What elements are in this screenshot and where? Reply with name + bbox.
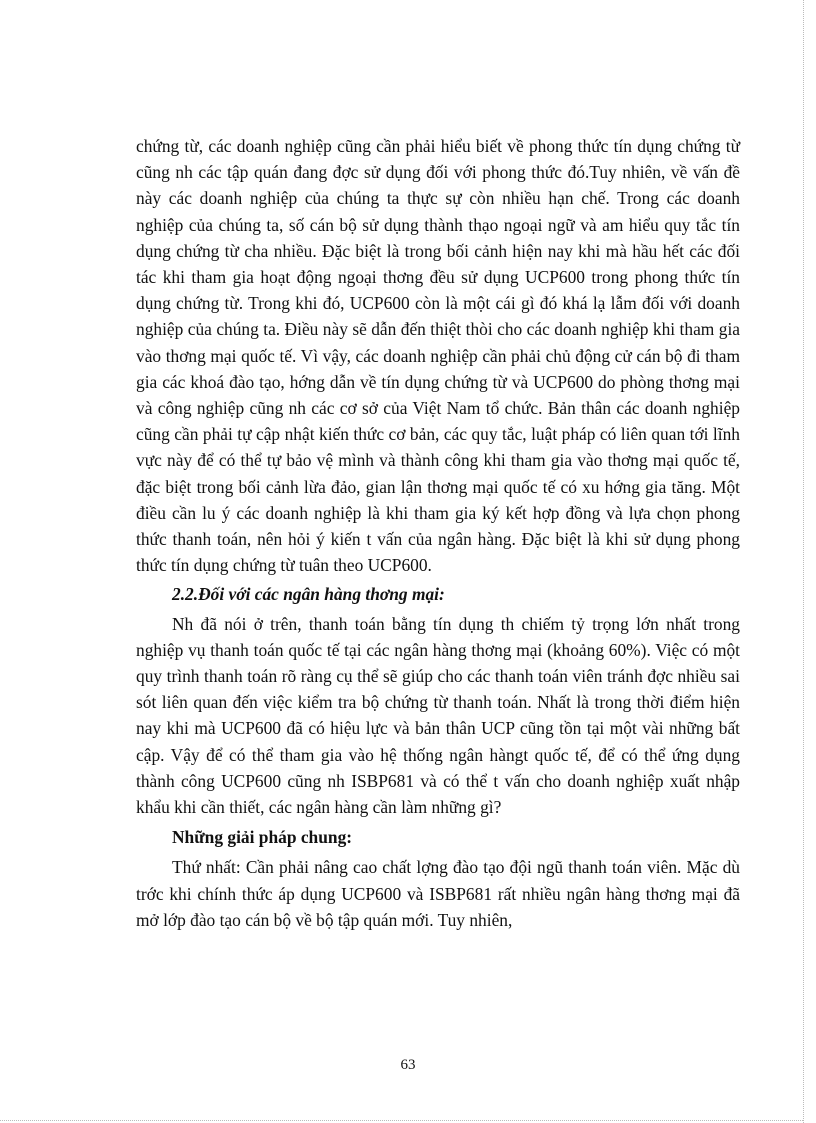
paragraph-3: Thứ nhất: Cần phải nâng cao chất lợng đào tạo đội ngũ thanh toán viên. Mặc dù trớc khi chính thức áp dụng UCP600 và ISBP681 rất nhiều ngân hàng thơng mại đã mở lớp đào tạo cán bộ về bộ tập quán mới. Tuy nhiên, xyxy=(136,857,740,930)
section-heading: 2.2.Đối với các ngân hàng thơng mại: xyxy=(172,584,445,605)
paragraph-2: Nh đã nói ở trên, thanh toán bằng tín dụng th chiếm tỷ trọng lớn nhất trong nghiệp vụ thanh toán quốc tế tại các ngân hàng thơng mại (khoảng 60%). Việc có một quy trình thanh toán rõ ràng cụ thể sẽ giúp cho các thanh toán viên tránh đợc nhiều sai sót liên quan đến việc kiểm tra bộ chứng từ thanh toán. Nhất là trong thời điểm hiện nay khi mà UCP600 đã có hiệu lực và bản thân UCP cũng tồn tại một vài những bất cập. Vậy để có thể tham gia vào hệ thống ngân hàngt quốc tế, để có thể ứng dụng thành công UCP600 cũng nh ISBP681 và có thể t vấn cho doanh nghiệp xuất nhập khẩu khi cần thiết, các ngân hàng cần làm những gì? xyxy=(136,613,740,818)
subheading: Những giải pháp chung: xyxy=(172,827,353,848)
page-edge-right xyxy=(803,0,804,1123)
page-number: 63 xyxy=(400,1057,416,1073)
paragraph-1: chứng từ, các doanh nghiệp cũng cần phải hiểu biết về phong thức tín dụng chứng từ cũng nh các tập quán đang đợc sử dụng đối với phong thức đó.Tuy nhiên, về vấn đề này các doanh nghiệp của chúng ta thực sự còn nhiều hạn chế. Trong các doanh nghiệp của chúng ta, số cán bộ sử dụng thành thạo ngoại ngữ và am hiểu quy tắc tín dụng chứng từ cha nhiều. Đặc biệt là trong bối cảnh hiện nay khi mà hầu hết các đối tác khi tham gia hoạt động ngoại thơng đều sử dụng UCP600 trong phong thức tín dụng chứng từ. Trong khi đó, UCP600 còn là một cái gì đó khá lạ lẫm đối với doanh nghiệp của chúng ta. Điều này sẽ dẫn đến thiệt thòi cho các doanh nghiệp khi tham gia vào thơng mại quốc tế. Vì vậy, các doanh nghiệp cần phải chủ động cử cán bộ đi tham gia các khoá đào tạo, hớng dẫn về tín dụng chứng từ và UCP600 do phòng thơng mại và công nghiệp cũng nh các cơ sở của Việt Nam tổ chức. Bản thân các doanh nghiệp cũng cần phải tự cập nhật kiến thức cơ bản, các quy tắc, luật pháp có liên quan tới lĩnh vực này để có thể tự bảo vệ mình và thành công khi tham gia vào thơng mại quốc tế, đặc biệt trong bối cảnh lừa đảo, gian lận thơng mại quốc tế có xu hớng gia tăng. Một điều cần lu ý các doanh nghiệp là khi tham gia ký kết hợp đồng và lựa chọn phong thức thanh toán, nên hỏi ý kiến t vấn của ngân hàng. Đặc biệt là khi sử dụng phong thức tín dụng chứng từ tuân theo UCP600. xyxy=(136,136,740,576)
page-body xyxy=(136,133,740,933)
page-edge-bottom xyxy=(0,1120,803,1121)
